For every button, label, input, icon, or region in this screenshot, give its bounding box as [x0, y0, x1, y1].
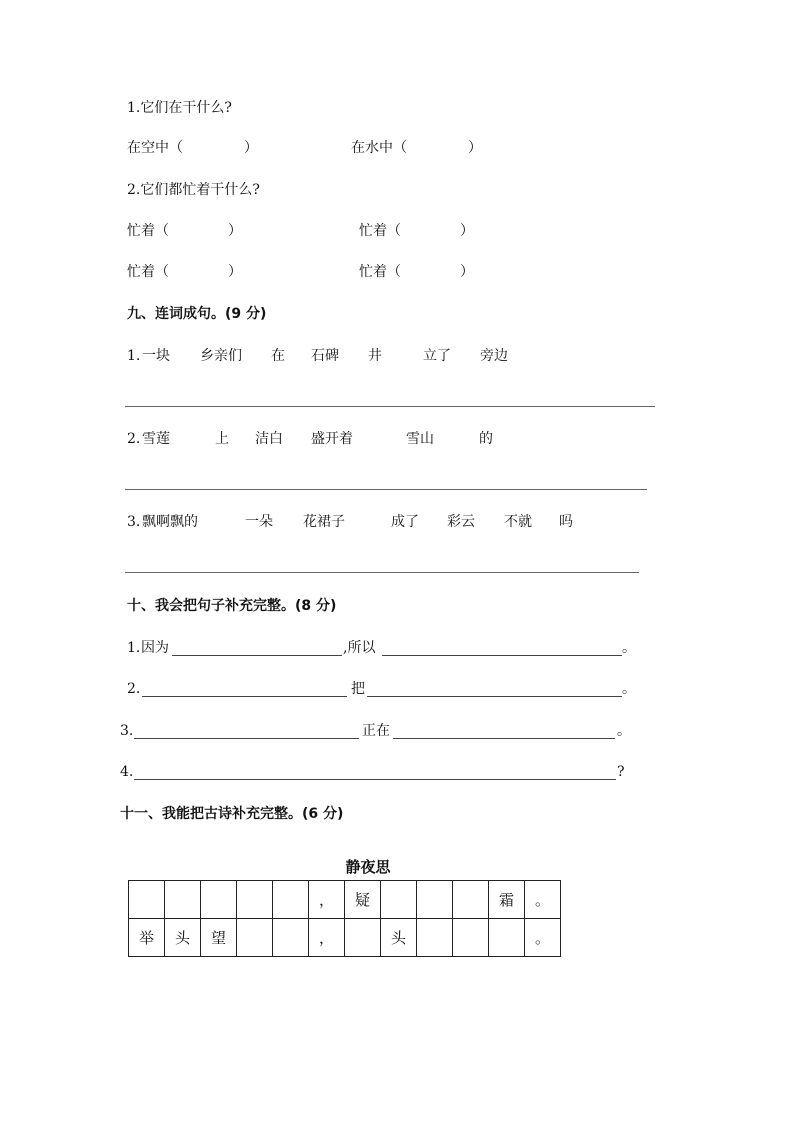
item-number: 2. — [127, 431, 141, 447]
in-air-label: 在空中（ — [127, 140, 183, 156]
word: 石碑 — [311, 348, 339, 364]
s2-blank-2[interactable] — [367, 696, 622, 697]
poem-cell: 。 — [525, 881, 561, 919]
section-11-title: 十一、我能把古诗补充完整。(6 分) — [120, 806, 344, 822]
poem-cell: ， — [309, 881, 345, 919]
busy-label-3: 忙着（ — [127, 264, 169, 280]
poem-cell: 头 — [165, 919, 201, 957]
poem-cell: 望 — [201, 919, 237, 957]
s1-number: 1. — [127, 640, 141, 656]
poem-cell: ， — [309, 919, 345, 957]
poem-cell: 。 — [525, 919, 561, 957]
s3-blank-2[interactable] — [393, 738, 615, 739]
word: 在 — [271, 348, 285, 364]
poem-title: 静夜思 — [345, 858, 391, 876]
poem-cell[interactable] — [345, 919, 381, 957]
word: 不就 — [504, 514, 532, 530]
busy-close-3: ） — [228, 264, 242, 280]
word: 乡亲们 — [200, 348, 242, 364]
poem-cell: 头 — [381, 919, 417, 957]
poem-cell[interactable] — [273, 919, 309, 957]
busy-label-2: 忙着（ — [359, 223, 401, 239]
item-number: 3. — [127, 514, 141, 530]
busy-label-4: 忙着（ — [359, 264, 401, 280]
s4-blank[interactable] — [134, 779, 616, 780]
s2-end: 。 — [622, 681, 636, 697]
word: 上 — [215, 431, 229, 447]
word: 彩云 — [447, 514, 475, 530]
answer-line[interactable] — [125, 406, 655, 407]
poem-row-1 — [129, 881, 561, 919]
word: 的 — [479, 431, 493, 447]
poem-cell[interactable] — [453, 919, 489, 957]
word: 雪山 — [406, 431, 434, 447]
poem-cell[interactable] — [237, 881, 273, 919]
word: 井 — [368, 348, 382, 364]
word: 成了 — [391, 514, 419, 530]
section-9-title: 九、连词成句。(9 分) — [127, 306, 267, 322]
poem-cell: 举 — [129, 919, 165, 957]
poem-cell[interactable] — [273, 881, 309, 919]
s3-blank-1[interactable] — [134, 738, 359, 739]
s2-blank-1[interactable] — [142, 696, 347, 697]
section-10-title: 十、我会把句子补充完整。(8 分) — [127, 598, 337, 614]
poem-cell[interactable] — [417, 881, 453, 919]
word: 旁边 — [480, 348, 508, 364]
poem-cell: 疑 — [345, 881, 381, 919]
busy-close-1: ） — [228, 223, 242, 239]
word: 盛开着 — [311, 431, 353, 447]
word: 一朵 — [245, 514, 273, 530]
poem-cell[interactable] — [453, 881, 489, 919]
in-water-label: 在水中（ — [351, 140, 407, 156]
word: 洁白 — [255, 431, 283, 447]
s1-blank-2[interactable] — [382, 655, 622, 656]
s2-number: 2. — [127, 681, 141, 697]
word: 吗 — [559, 514, 573, 530]
word: 立了 — [423, 348, 451, 364]
s3-end: 。 — [617, 723, 631, 739]
s1-blank-1[interactable] — [172, 655, 342, 656]
s1-so: ,所以 — [343, 640, 376, 656]
answer-line[interactable] — [125, 572, 639, 573]
in-air-close: ） — [244, 140, 258, 156]
poem-cell[interactable] — [381, 881, 417, 919]
poem-cell[interactable] — [201, 881, 237, 919]
poem-grid — [128, 880, 561, 957]
poem-cell: 霜 — [489, 881, 525, 919]
s3-number: 3. — [120, 723, 134, 739]
poem-cell[interactable] — [237, 919, 273, 957]
question-2: 2.它们都忙着干什么? — [127, 182, 260, 198]
word: 花裙子 — [303, 514, 345, 530]
question-1: 1.它们在干什么? — [127, 100, 232, 116]
s3-zhengzai: 正在 — [362, 723, 390, 739]
s4-number: 4. — [120, 764, 134, 780]
poem-row-2 — [129, 919, 561, 957]
busy-close-2: ） — [460, 223, 474, 239]
s4-end: ? — [617, 764, 625, 780]
item-number: 1. — [127, 348, 141, 364]
in-water-close: ） — [468, 140, 482, 156]
poem-cell[interactable] — [129, 881, 165, 919]
s1-end: 。 — [622, 640, 636, 656]
busy-label-1: 忙着（ — [127, 223, 169, 239]
word: 一块 — [142, 348, 170, 364]
s1-because: 因为 — [141, 640, 169, 656]
poem-cell[interactable] — [489, 919, 525, 957]
s2-ba: 把 — [351, 681, 365, 697]
word: 飘啊飘的 — [142, 514, 198, 530]
busy-close-4: ） — [460, 264, 474, 280]
word: 雪莲 — [142, 431, 170, 447]
poem-cell[interactable] — [165, 881, 201, 919]
answer-line[interactable] — [125, 489, 647, 490]
poem-cell[interactable] — [417, 919, 453, 957]
